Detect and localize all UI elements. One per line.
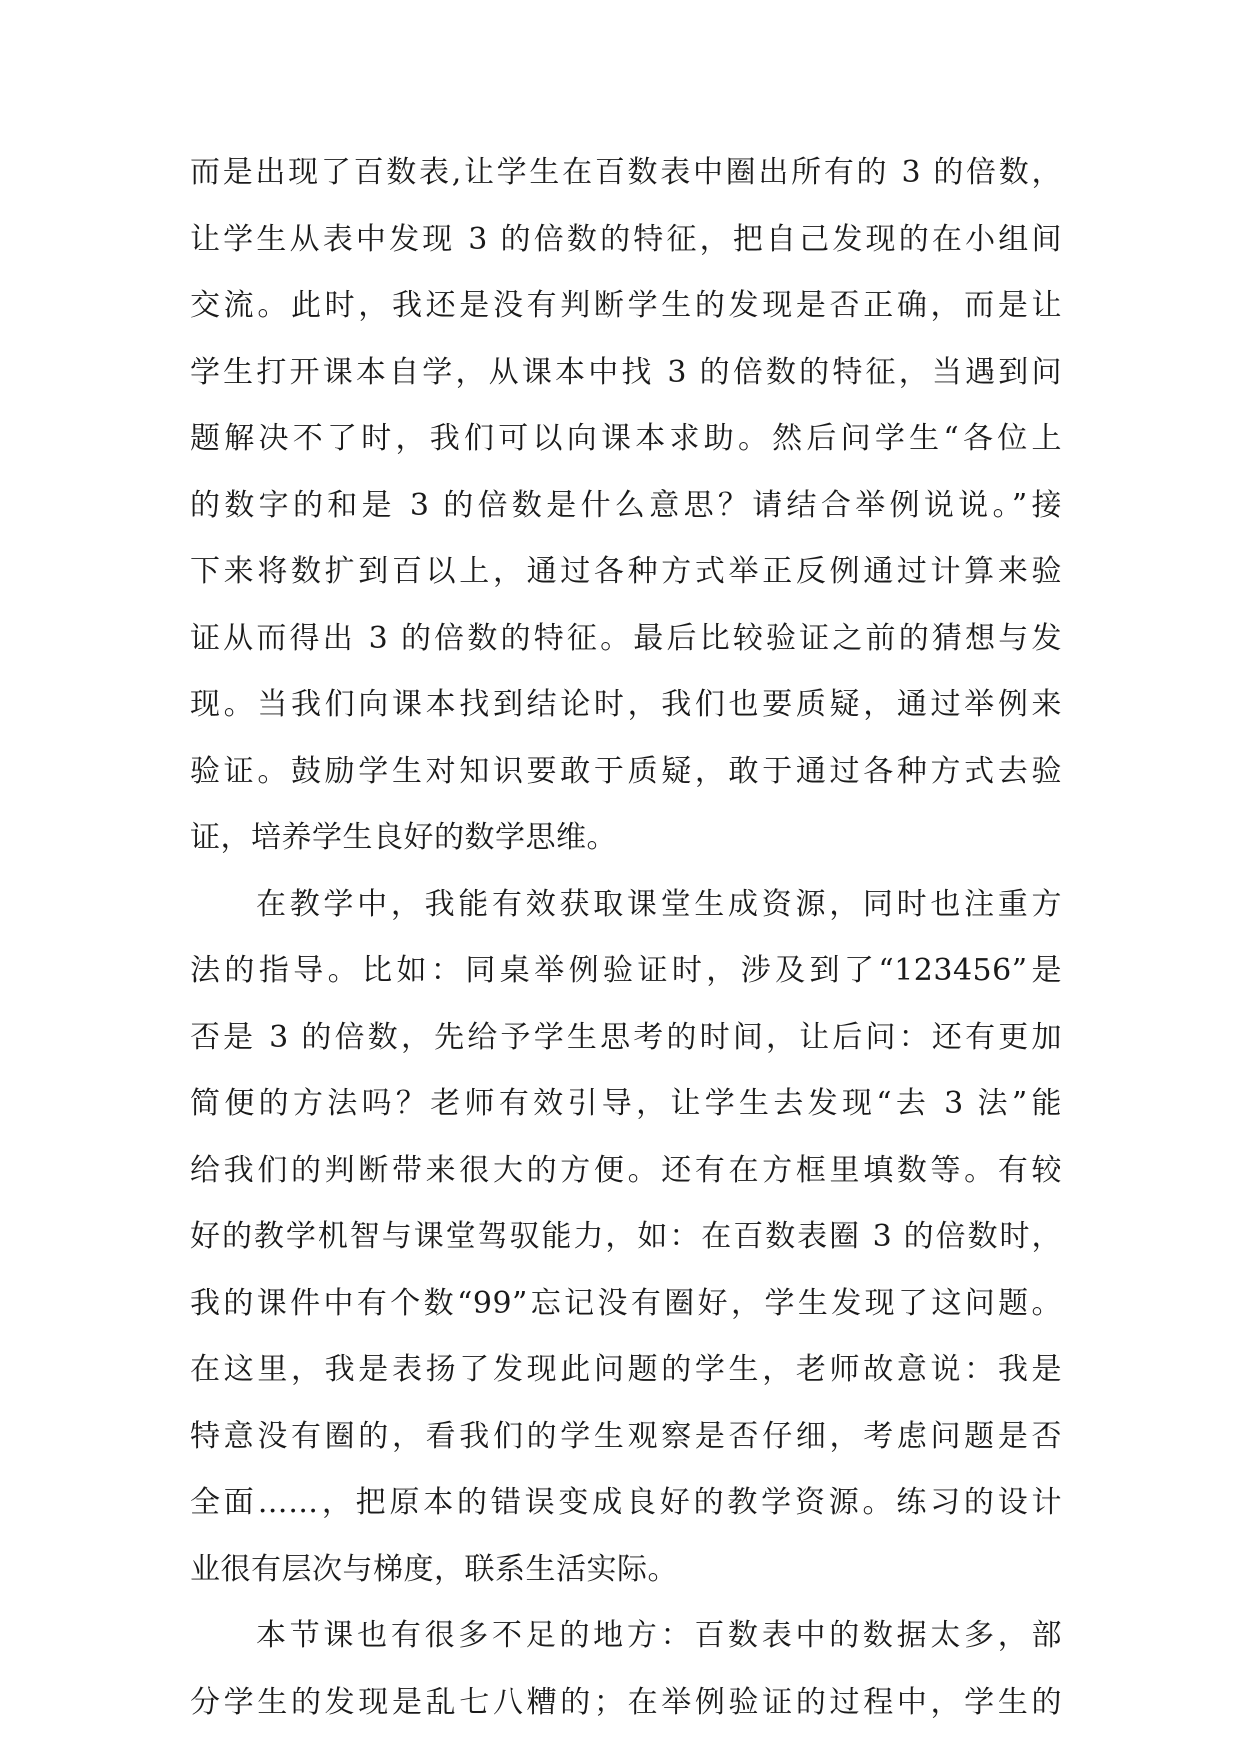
- text-line: 好的教学机智与课堂驾驭能力，如：在百数表圈 3 的倍数时，: [190, 1219, 1062, 1254]
- text-line: 特意没有圈的，看我们的学生观察是否仔细，考虑问题是否: [190, 1418, 1062, 1454]
- text-line: 证，培养学生良好的数学思维。: [190, 820, 617, 855]
- text-line: 法的指导。比如：同桌举例验证时，涉及到了“123456”是: [190, 953, 1062, 988]
- text-line: 在教学中，我能有效获取课堂生成资源，同时也注重方: [256, 886, 1062, 922]
- text-line: 本节课也有很多不足的地方：百数表中的数据太多，部: [256, 1618, 1062, 1653]
- paragraph-1: [190, 140, 1062, 872]
- text-line: 交流。此时，我还是没有判断学生的发现是否正确，而是让: [190, 288, 1062, 323]
- text-line: 的数字的和是 3 的倍数是什么意思？请结合举例说说。”接: [190, 487, 1062, 523]
- text-line: 给我们的判断带来很大的方便。还有在方框里填数等。有较: [190, 1152, 1062, 1188]
- text-line: 分学生的发现是乱七八糟的；在举例验证的过程中，学生的: [190, 1684, 1062, 1720]
- text-line: 而是出现了百数表,让学生在百数表中圈出所有的 3 的倍数，: [190, 155, 1062, 190]
- text-line: 在这里，我是表扬了发现此问题的学生，老师故意说：我是: [190, 1352, 1062, 1387]
- text-line: 下来将数扩到百以上，通过各种方式举正反例通过计算来验: [190, 554, 1062, 589]
- text-line: 业很有层次与梯度，联系生活实际。: [190, 1551, 678, 1587]
- text-line: 简便的方法吗？老师有效引导，让学生去发现“去 3 法”能: [190, 1086, 1062, 1121]
- text-line: 现。当我们向课本找到结论时，我们也要质疑，通过举例来: [190, 687, 1062, 722]
- document-page: [190, 140, 1062, 1736]
- paragraph-3: [190, 1603, 1062, 1736]
- paragraph-2: [190, 872, 1062, 1604]
- text-line: 题解决不了时，我们可以向课本求助。然后问学生“各位上: [190, 421, 1062, 456]
- text-line: 否是 3 的倍数，先给予学生思考的时间，让后问：还有更加: [190, 1019, 1062, 1055]
- text-line: 让学生从表中发现 3 的倍数的特征，把自己发现的在小组间: [190, 221, 1062, 257]
- text-line: 验证。鼓励学生对知识要敢于质疑，敢于通过各种方式去验: [190, 753, 1062, 789]
- text-line: 证从而得出 3 的倍数的特征。最后比较验证之前的猜想与发: [190, 620, 1062, 656]
- text-line: 我的课件中有个数“99”忘记没有圈好，学生发现了这问题。: [190, 1285, 1062, 1321]
- text-line: 学生打开课本自学，从课本中找 3 的倍数的特征，当遇到问: [190, 354, 1062, 390]
- text-line: 全面……，把原本的错误变成良好的教学资源。练习的设计: [190, 1485, 1062, 1520]
